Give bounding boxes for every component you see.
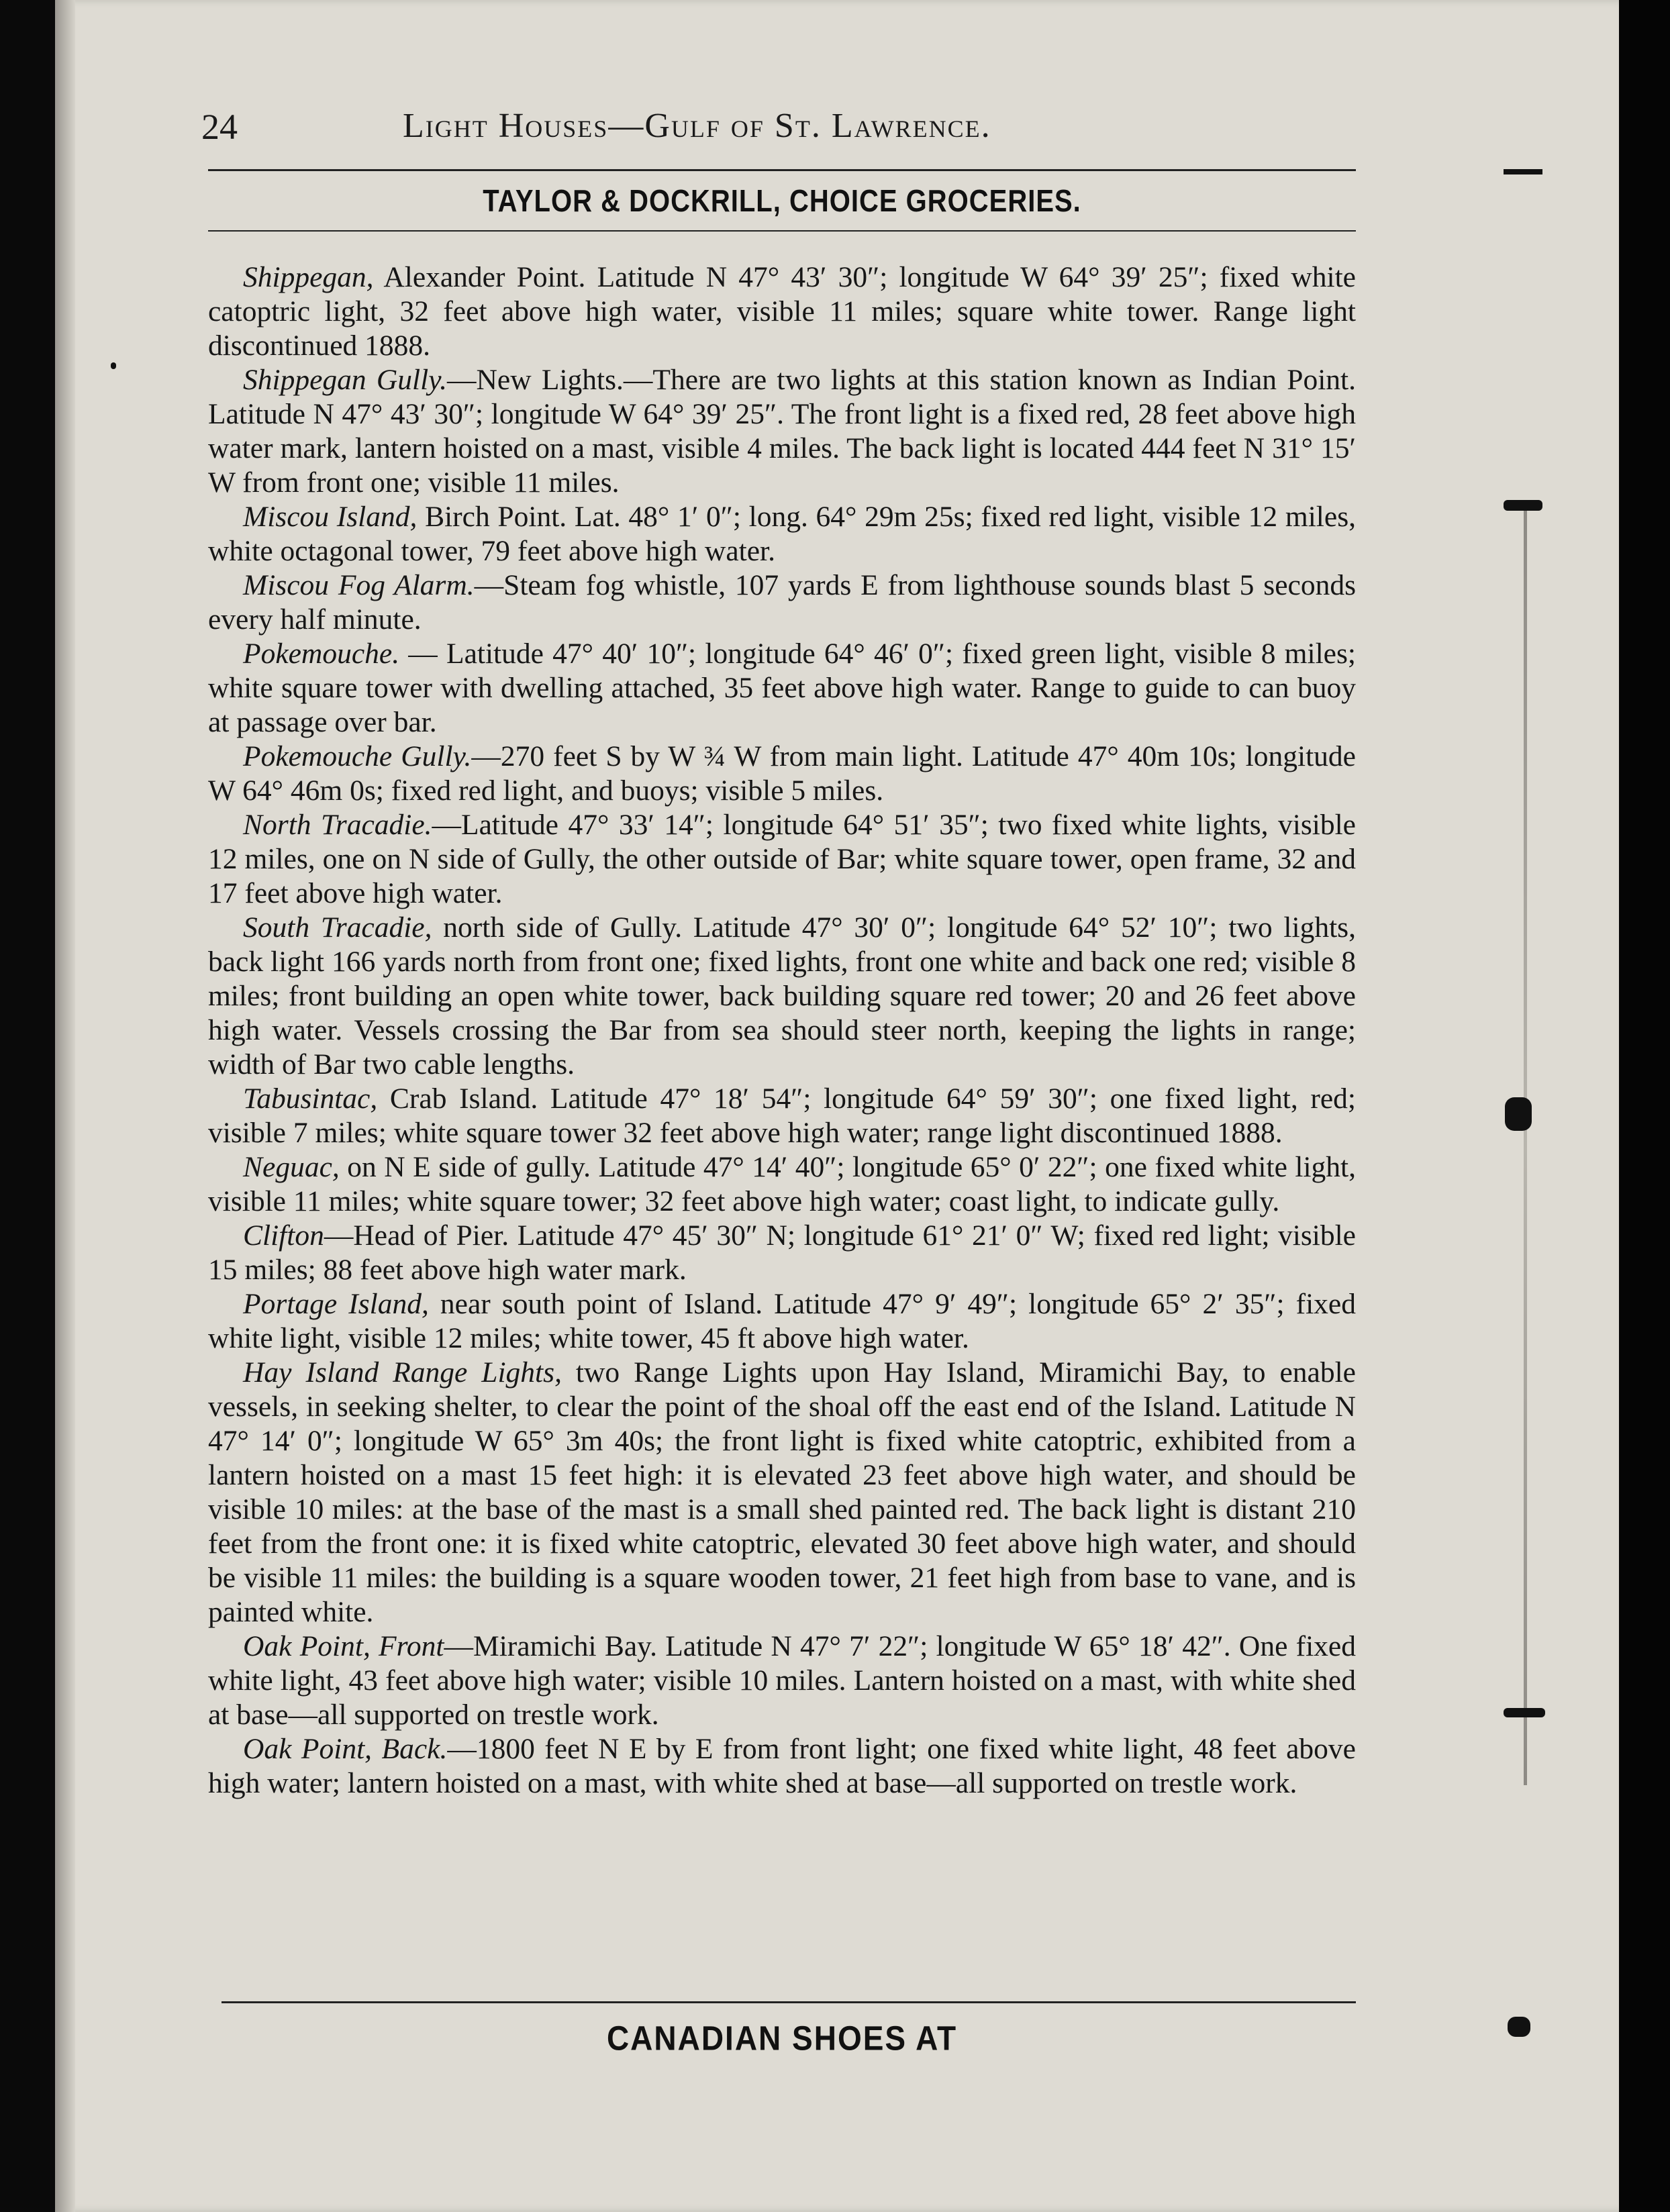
entry: [208, 740, 1356, 808]
entry: [208, 911, 1356, 1082]
entry-text: near south point of Island. Latitude 47° 9′ 49″; longitude 65° 2′ 35″; fixed white light, visible 12 miles; white tower, 45 ft above high water.: [208, 1288, 1356, 1354]
entry-text: —Head of Pier. Latitude 47° 45′ 30″ N; longitude 61° 21′ 0″ W; fixed red light; visible 15 miles; 88 feet above high water mark.: [208, 1219, 1356, 1286]
entry: [208, 260, 1356, 363]
advertisement-bottom: CANADIAN SHOES AT: [606, 2019, 958, 2058]
entry-name: Neguac,: [243, 1151, 340, 1183]
entry: [208, 1082, 1356, 1150]
entry-text: —Latitude 47° 33′ 14″; longitude 64° 51′ 35″; two fixed white lights, visible 12 miles, one on N side of Gully, the other outside of Bar; white square tower, open frame, 32 and 17 feet above high water.: [208, 809, 1356, 909]
entry-name: Portage Island,: [243, 1288, 429, 1320]
page-gutter-edge: [55, 0, 75, 2212]
entry: [208, 568, 1356, 637]
entry: [208, 1219, 1356, 1287]
lighthouse-entries: [208, 260, 1356, 1801]
binding-mark: [1505, 1097, 1532, 1131]
entry-name: Clifton: [243, 1219, 324, 1252]
entry-name: North Tracadie.: [243, 809, 432, 841]
entry-name: Pokemouche.: [243, 638, 400, 670]
entry-text: Alexander Point. Latitude N 47° 43′ 30″; longitude W 64° 39′ 25″; fixed white catoptric light, 32 feet above high water, visible 11 miles; square white tower. Range light discontinued 1888.: [208, 261, 1356, 362]
advertisement-top: TAYLOR & DOCKRILL, CHOICE GROCERIES.: [483, 184, 1081, 219]
entry-name: Shippegan Gully.: [243, 364, 447, 396]
page-header: [201, 106, 1356, 153]
binding-mark: [1504, 500, 1542, 511]
entry-text: —New Lights.—There are two lights at this station known as Indian Point. Latitude N 47° 43′ 30″; longitude W 64° 39′ 25″. The front light is a fixed red, 28 feet above high water mark, lantern hoisted on a mast, visible 4 miles. The back light is located 444 feet N 31° 15′ W from front one; visible 11 miles.: [208, 364, 1356, 499]
footer-rule: [222, 2001, 1356, 2003]
binding-mark: [1504, 169, 1542, 174]
binding-mark: [1508, 2017, 1530, 2037]
entry-name: Oak Point, Back.: [243, 1733, 448, 1765]
entry-text: Crab Island. Latitude 47° 18′ 54″; longitude 64° 59′ 30″; one fixed light, red; visible 7 miles; white square tower 32 feet above high water; range light discontinued 1888.: [208, 1083, 1356, 1149]
entry-name: Miscou Fog Alarm.: [243, 569, 475, 601]
entry: [208, 1150, 1356, 1219]
entry-text: two Range Lights upon Hay Island, Miramichi Bay, to enable vessels, in seeking shelter, to clear the point of the shoal off the east end of the Island. Latitude N 47° 14′ 0″; longitude W 65° 3m 40s; the front light is fixed white catoptric, exhibited from a lantern hoisted on a mast 15 feet high: it is elevated 23 feet above high water, and should be visible 10 miles: at the base of the mast is a small shed painted red. The back light is distant 210 feet from the front one: it is fixed white catoptric, elevated 30 feet above high water, and should be visible 11 miles: the building is a square wooden tower, 21 feet high from base to vane, and is painted white.: [208, 1356, 1356, 1628]
entry: [208, 1732, 1356, 1801]
header-rule-bottom: [208, 230, 1356, 232]
binding-mark: [111, 362, 116, 369]
entry: [208, 363, 1356, 500]
entry-name: Pokemouche Gully.: [243, 740, 472, 772]
entry-text: north side of Gully. Latitude 47° 30′ 0″; longitude 64° 52′ 10″; two lights, back light 166 yards north from front one; fixed lights, front one white and back one red; visible 8 miles; front building an open white tower, back building square red tower; 20 and 26 feet above high water. Vessels crossing the Bar from sea should steer north, keeping the lights in range; width of Bar two cable lengths.: [208, 911, 1356, 1080]
binding-mark: [1504, 1708, 1545, 1717]
entry-name: South Tracadie,: [243, 911, 432, 944]
entry-name: Shippegan,: [243, 261, 374, 293]
entry: [208, 637, 1356, 740]
entry: [208, 500, 1356, 568]
entry-text: Birch Point. Lat. 48° 1′ 0″; long. 64° 29m 25s; fixed red light, visible 12 miles, white octagonal tower, 79 feet above high water.: [208, 501, 1356, 567]
entry-name: Hay Island Range Lights,: [243, 1356, 562, 1389]
entry-text: —270 feet S by W ¾ W from main light. Latitude 47° 40m 10s; longitude W 64° 46m 0s; fixed red light, and buoys; visible 5 miles.: [208, 740, 1356, 807]
entry-name: Oak Point, Front: [243, 1630, 444, 1662]
entry-text: — Latitude 47° 40′ 10″; longitude 64° 46′ 0″; fixed green light, visible 8 miles; white square tower with dwelling attached, 35 feet above high water. Range to guide to can buoy at passage over bar.: [208, 638, 1356, 738]
entry-name: Miscou Island,: [243, 501, 418, 533]
entry: [208, 1629, 1356, 1732]
entry: [208, 808, 1356, 911]
entry-text: —1800 feet N E by E from front light; one fixed white light, 48 feet above high water; lantern hoisted on a mast, with white shed at base—all supported on trestle work.: [208, 1733, 1356, 1799]
binding-string: [1524, 510, 1527, 1785]
header-rule-top: [208, 169, 1356, 171]
entry: [208, 1287, 1356, 1356]
entry-text: —Miramichi Bay. Latitude N 47° 7′ 22″; longitude W 65° 18′ 42″. One fixed white light, 43 feet above high water; visible 10 miles. Lantern hoisted on a mast, with white shed at base—all supported on trestle work.: [208, 1630, 1356, 1731]
entry-name: Tabusintac,: [243, 1083, 378, 1115]
entry: [208, 1356, 1356, 1629]
page-number: 24: [201, 107, 238, 147]
running-title: Light Houses—Gulf of St. Lawrence.: [403, 107, 991, 145]
scan-background-right: [1619, 0, 1670, 2212]
entry-text: on N E side of gully. Latitude 47° 14′ 40″; longitude 65° 0′ 22″; one fixed white light, visible 11 miles; white square tower; 32 feet above high water; coast light, to indicate gully.: [208, 1151, 1356, 1217]
entry-text: —Steam fog whistle, 107 yards E from lighthouse sounds blast 5 seconds every half minute.: [208, 569, 1357, 636]
